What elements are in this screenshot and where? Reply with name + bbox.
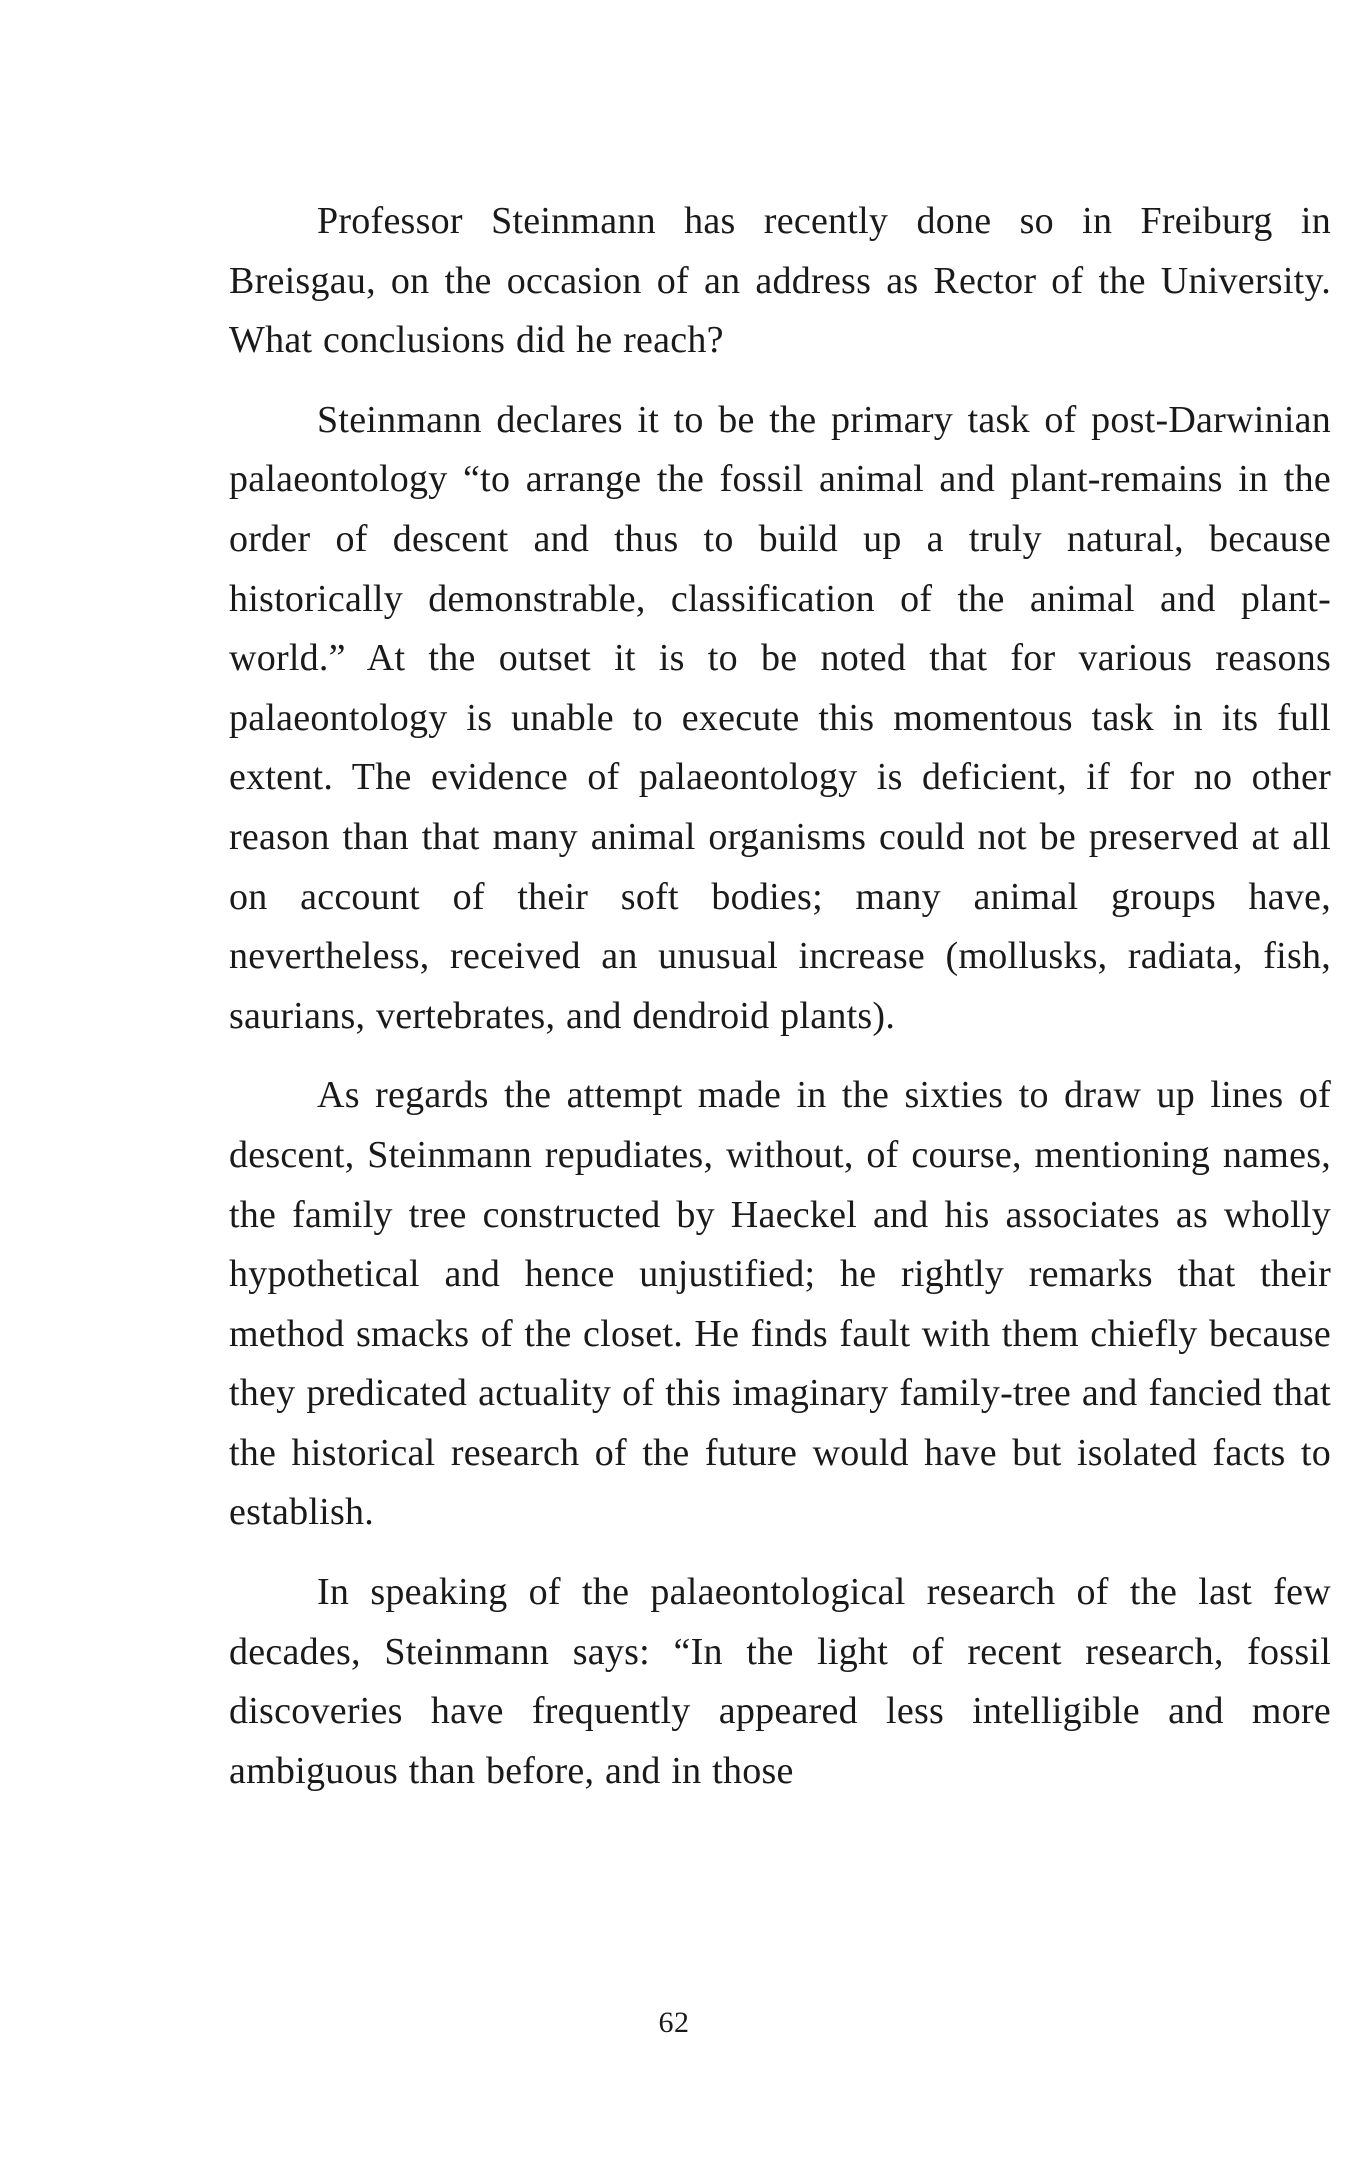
paragraph-3: As regards the attempt made in the sixties to draw up lines of descent, Steinmann repudiates, without, of course, mentioning names, the family tree constructed by Haeckel and his associates as wholly hypothetical and hence unjustified; he rightly remarks that their method smacks of the closet. He finds fault with them chiefly because they predicated actuality of this imaginary family-tree and fancied that the historical research of the future would have but isolated facts to establish. xyxy=(229,1074,1331,1534)
paragraph-4: In speaking of the palaeontological research of the last few decades, Steinmann says: “In the light of recent research, fossil discoveries have frequently appeared less intelligible and more ambiguous than before, and in those xyxy=(229,1571,1331,1792)
page-number: 62 xyxy=(658,2006,690,2039)
paragraph-2: Steinmann declares it to be the primary task of post-Darwinian palaeontology “to arrange the fossil animal and plant-remains in the order of descent and thus to build up a truly natural, because historically demonstrable, classification of the animal and plant-world.” At the outset it is to be noted that for various reasons palaeontology is unable to execute this momentous task in its full extent. The evidence of palaeontology is deficient, if for no other reason than that many animal organisms could not be preserved at all on account of their soft bodies; many animal groups have, nevertheless, received an unusual increase (mollusks, radiata, fish, saurians, vertebrates, and dendroid plants). xyxy=(229,398,1331,1037)
body-text xyxy=(229,192,1331,1801)
paragraph-1: Professor Steinmann has recently done so in Freiburg in Breisgau, on the occasion of an address as Rector of the University. What conclusions did he reach? xyxy=(229,200,1331,362)
